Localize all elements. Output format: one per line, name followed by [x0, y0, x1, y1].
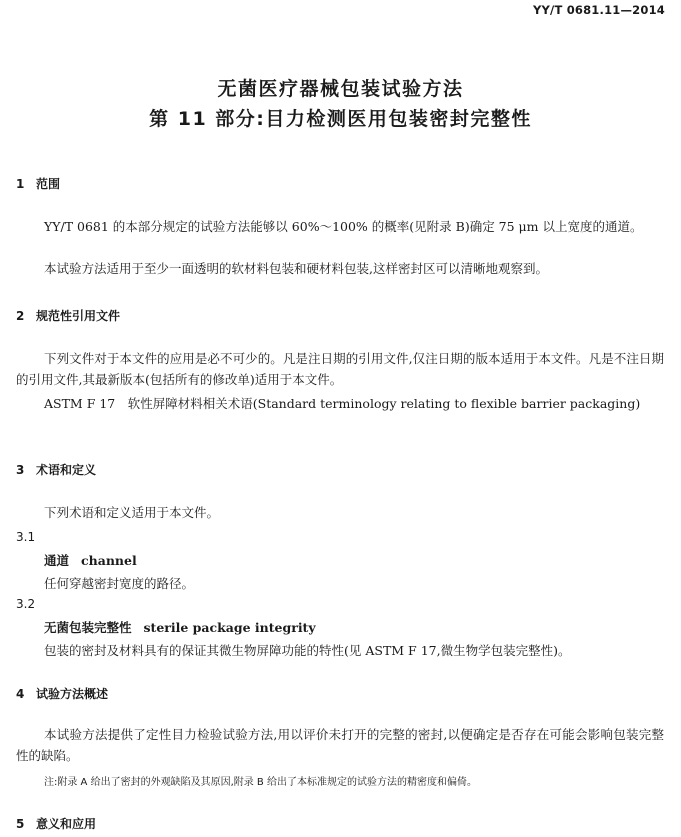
term-en: sterile package integrity	[143, 620, 316, 635]
section-5-heading	[16, 815, 96, 832]
section-title: 意义和应用	[36, 817, 97, 831]
term-3-1-number: 3.1	[16, 530, 36, 544]
document-title: 无菌医疗器械包装试验方法	[217, 78, 464, 100]
section-2-reference-astm: ASTM F 17 软性屏障材料相关术语(Standard terminology relating to flexible barrier packaging)	[44, 396, 641, 411]
section-number: 1	[16, 177, 25, 191]
document-subtitle: 第 11 部分:目力检测医用包装密封完整性	[149, 108, 532, 130]
term-3-1-definition: 任何穿越密封宽度的路径。	[44, 576, 195, 591]
standard-code-header: YY/T 0681.11—2014	[533, 3, 665, 17]
term-zh: 无菌包装完整性	[44, 620, 132, 635]
term-3-1	[44, 551, 137, 569]
section-3-heading	[16, 461, 96, 478]
section-1-paragraph-2: 本试验方法适用于至少一面透明的软材料包装和硬材料包装,这样密封区可以清晰地观察到。	[44, 261, 548, 276]
section-number: 4	[16, 687, 25, 701]
term-3-2	[44, 618, 316, 636]
section-number: 5	[16, 817, 25, 831]
section-4-paragraph-1: 本试验方法提供了定性目力检验试验方法,用以评价未打开的完整的密封,以便确定是否存在可能会影响包装完整性的缺陷。	[16, 727, 664, 763]
section-4-heading	[16, 685, 108, 702]
section-number: 3	[16, 463, 25, 477]
section-title: 规范性引用文件	[36, 309, 121, 323]
section-1-paragraph-1: YY/T 0681 的本部分规定的试验方法能够以 60%～100% 的概率(见附录 B)确定 75 μm 以上宽度的通道。	[44, 219, 643, 234]
section-4-note: 注:附录 A 给出了密封的外观缺陷及其原因,附录 B 给出了本标准规定的试验方法的精密度和偏倚。	[44, 777, 477, 788]
section-1-heading	[16, 175, 60, 192]
section-3-intro: 下列术语和定义适用于本文件。	[44, 505, 220, 520]
section-2-heading	[16, 307, 120, 324]
section-title: 范围	[36, 177, 61, 191]
section-title: 试验方法概述	[36, 687, 109, 701]
section-number: 2	[16, 309, 25, 323]
term-en: channel	[81, 553, 137, 568]
section-title: 术语和定义	[36, 463, 97, 477]
term-3-2-number: 3.2	[16, 597, 36, 611]
term-zh: 通道	[44, 553, 70, 568]
section-2-paragraph-1: 下列文件对于本文件的应用是必不可少的。凡是注日期的引用文件,仅注日期的版本适用于本文件。凡是不注日期的引用文件,其最新版本(包括所有的修改单)适用于本文件。	[16, 351, 664, 387]
term-3-2-definition: 包装的密封及材料具有的保证其微生物屏障功能的特性(见 ASTM F 17,微生物学包装完整性)。	[44, 643, 571, 658]
